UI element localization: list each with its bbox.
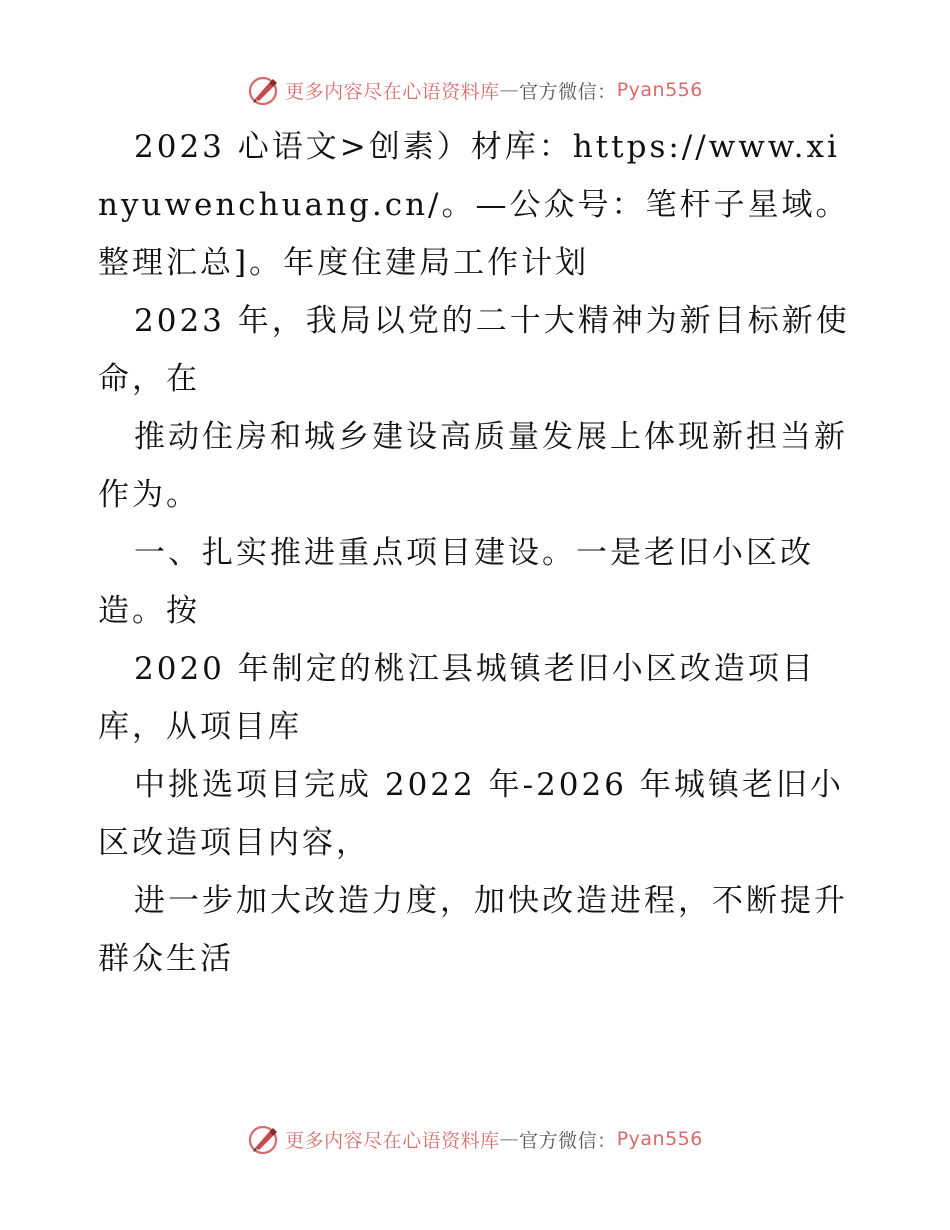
document-body [98,118,858,988]
wechat-label: 官方微信： [519,80,617,103]
site-name: 更多内容尽在心语资料库 [285,80,500,103]
banner-dash: — [499,1128,520,1150]
header-banner [0,70,950,110]
paragraph: 进一步加大改造力度，加快改造进程，不断提升群众生活 [98,883,848,977]
paragraph: 2023 心语文>创素）材库：https://www.xinyuwenchuang.cn/。—公众号：笔杆子星域。整理汇总]。年度住建局工作计划 [98,129,850,281]
paragraph: 中挑选项目完成 2022 年-2026 年城镇老旧小区改造项目内容， [98,767,844,861]
pen-logo-icon [247,73,281,107]
paragraph: 2023 年，我局以党的二十大精神为新目标新使命，在 [98,303,850,397]
paragraph: 推动住房和城乡建设高质量发展上体现新担当新作为。 [98,419,848,513]
paragraph: 一、扎实推进重点项目建设。一是老旧小区改造。按 [98,535,814,629]
banner-dash: — [499,79,520,101]
wechat-label: 官方微信： [519,1129,617,1152]
footer-banner [0,1119,950,1159]
paragraph: 2020 年制定的桃江县城镇老旧小区改造项目库，从项目库 [98,651,816,745]
site-name: 更多内容尽在心语资料库 [285,1129,500,1152]
wechat-id: Pyan556 [616,1128,703,1150]
pen-logo-icon [247,1122,281,1156]
wechat-id: Pyan556 [616,79,703,101]
